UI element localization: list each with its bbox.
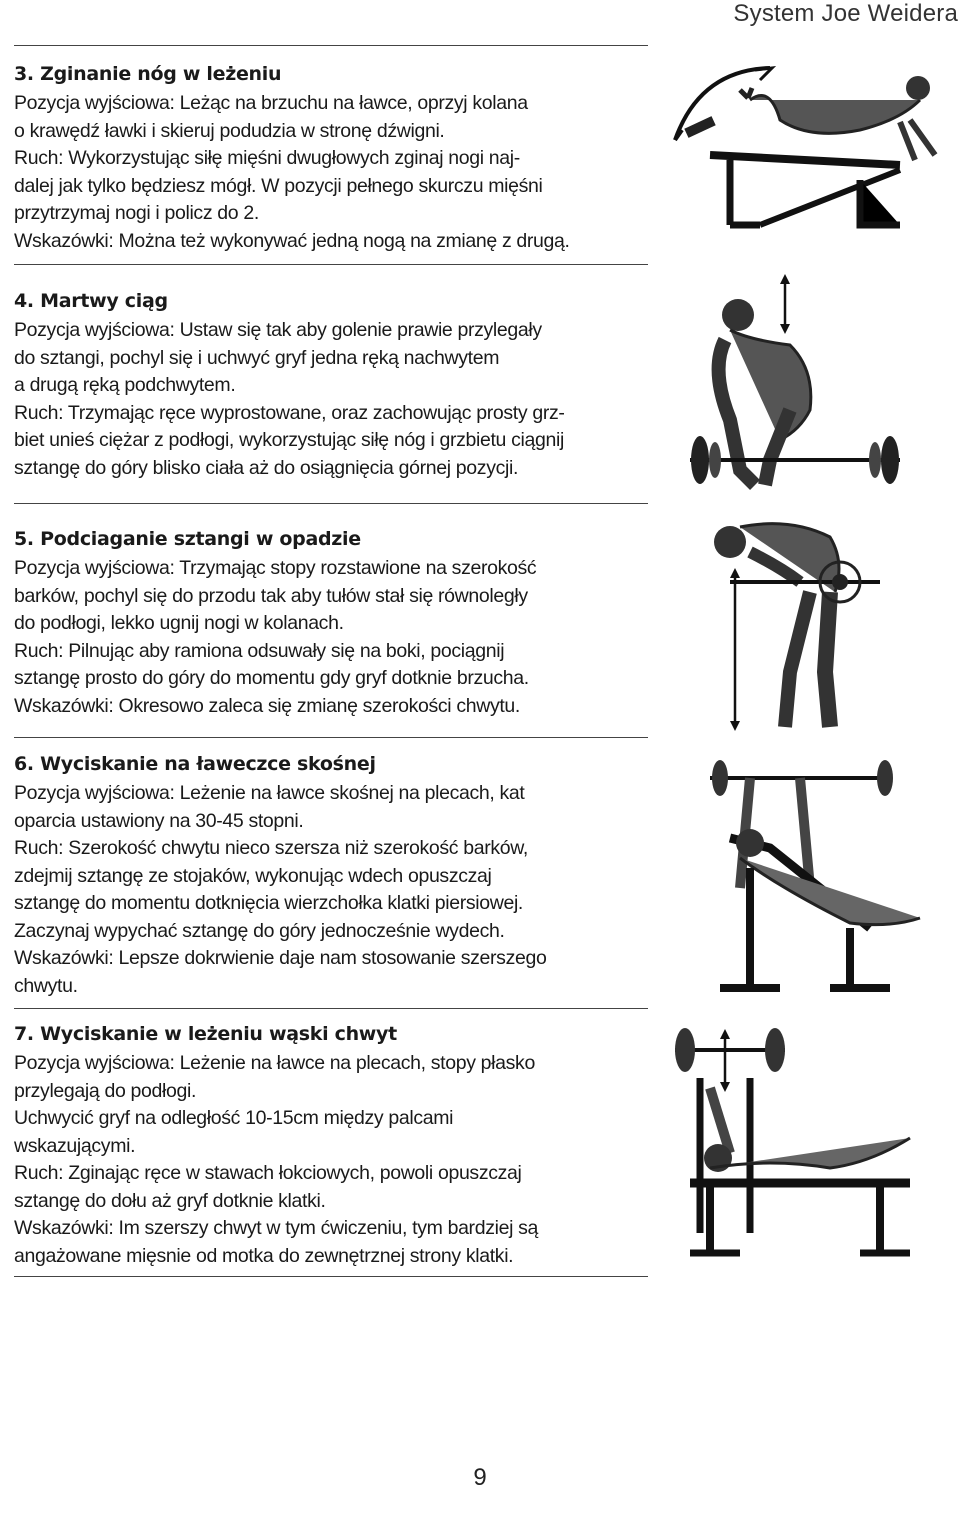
exercise-line: zdejmij sztangę ze stojaków, wykonując wdech opuszczaj [14, 864, 492, 887]
bent-over-row-illustration [690, 512, 890, 737]
exercise-line: Zaczynaj wypychać sztangę do góry jednocześnie wydech. [14, 919, 505, 942]
exercise-line: Pozycja wyjściowa: Trzymając stopy rozstawione na szerokość [14, 557, 537, 579]
exercise-section-5 [14, 525, 648, 738]
leg-curl-illustration [660, 60, 960, 250]
exercise-line: dalej jak tylko będziesz mógł. W pozycji pełnego skurczu mięśni [14, 174, 543, 197]
exercise-line: sztangę do góry blisko ciała aż do osiągnięcia górnej pozycji. [14, 456, 519, 479]
bent-over-row-drawing [690, 512, 890, 737]
exercise-section-3 [14, 60, 648, 265]
exercise-line: chwytu. [14, 974, 78, 997]
exercise-line: Wskazówki: Im szerszy chwyt w tym ćwiczeniu, tym bardziej są [14, 1217, 539, 1239]
deadlift-drawing [670, 270, 930, 500]
exercise-line: wskazującymi. [14, 1134, 136, 1157]
exercise-line: Pozycja wyjściowa: Leżąc na brzuchu na ławce, oprzyj kolana [14, 92, 528, 114]
exercise-line: o krawędź ławki i skieruj podudzia w stronę dźwigni. [14, 119, 445, 142]
exercise-line: Pozycja wyjściowa: Leżenie na ławce na plecach, stopy płasko [14, 1052, 535, 1074]
close-grip-press-drawing [670, 1018, 930, 1268]
exercise-line: Wskazówki: Okresowo zaleca się zmianę szerokości chwytu. [14, 694, 520, 717]
exercise-title: 6. Wyciskanie na ławeczce skośnej [14, 753, 376, 775]
exercise-line: do sztangi, pochyl się i uchwyć gryf jedna ręką nachwytem [14, 346, 500, 369]
exercise-line: Pozycja wyjściowa: Ustaw się tak aby golenie prawie przylegały [14, 319, 542, 341]
exercise-line: Wskazówki: Lepsze dokrwienie daje nam stosowanie szerszego [14, 947, 547, 969]
exercise-line: angażowane mięsnie od motka do zewnętrznej strony klatki. [14, 1244, 514, 1267]
exercise-line: Pozycja wyjściowa: Leżenie na ławce skośnej na plecach, kat [14, 782, 525, 804]
exercise-line: Uchwycić gryf na odległość 10-15cm między palcami [14, 1107, 454, 1129]
exercise-line: Ruch: Wykorzystując siłę mięśni dwugłowych zginaj nogi naj- [14, 147, 520, 169]
exercise-line: przytrzymaj nogi i policz do 2. [14, 202, 259, 224]
exercise-line: przylegają do podłogi. [14, 1079, 197, 1102]
exercise-line: biet unieś ciężar z podłogi, wykorzystując siłę nóg i grzbietu ciągnij [14, 429, 564, 451]
exercise-line: do podłogi, lekko ugnij nogi w kolanach. [14, 612, 344, 634]
exercise-section-7 [14, 1020, 648, 1277]
incline-press-drawing [690, 748, 930, 1003]
exercise-section-6 [14, 750, 648, 1009]
exercise-title: 3. Zginanie nóg w leżeniu [14, 63, 282, 85]
exercise-section-4 [14, 287, 648, 504]
exercise-line: barków, pochyl się do przodu tak aby tułów stał się równoległy [14, 584, 528, 607]
close-grip-press-illustration [670, 1018, 930, 1268]
header-rule [14, 45, 648, 46]
running-header: System Joe Weidera [733, 0, 958, 27]
exercise-line: sztangę do momentu dotknięcia wierzchołka klatki piersiowej. [14, 892, 524, 914]
exercise-line: Wskazówki: Można też wykonywać jedną nogą na zmianę z drugą. [14, 229, 570, 252]
exercise-title: 4. Martwy ciąg [14, 290, 168, 312]
exercise-line: Ruch: Zginając ręce w stawach łokciowych, powoli opuszczaj [14, 1162, 522, 1184]
exercise-line: sztangę do dołu aż gryf dotknie klatki. [14, 1189, 326, 1212]
page-number: 9 [473, 1464, 487, 1491]
exercise-title: 7. Wyciskanie w leżeniu wąski chwyt [14, 1023, 397, 1045]
exercise-line: Ruch: Pilnując aby ramiona odsuwały się na boki, pociągnij [14, 639, 505, 662]
incline-press-illustration [690, 748, 930, 1003]
exercise-line: oparcia ustawiony na 30-45 stopni. [14, 809, 304, 832]
leg-curl-drawing [660, 60, 960, 250]
exercise-line: sztangę prosto do góry do momentu gdy gryf dotknie brzucha. [14, 667, 529, 689]
exercise-line: a drugą ręką podchwytem. [14, 374, 236, 396]
exercise-title: 5. Podciaganie sztangi w opadzie [14, 528, 361, 550]
exercise-line: Ruch: Trzymając ręce wyprostowane, oraz zachowując prosty grz- [14, 401, 565, 424]
exercise-line: Ruch: Szerokość chwytu nieco szersza niż szerokość barków, [14, 837, 528, 859]
deadlift-illustration [670, 270, 930, 500]
